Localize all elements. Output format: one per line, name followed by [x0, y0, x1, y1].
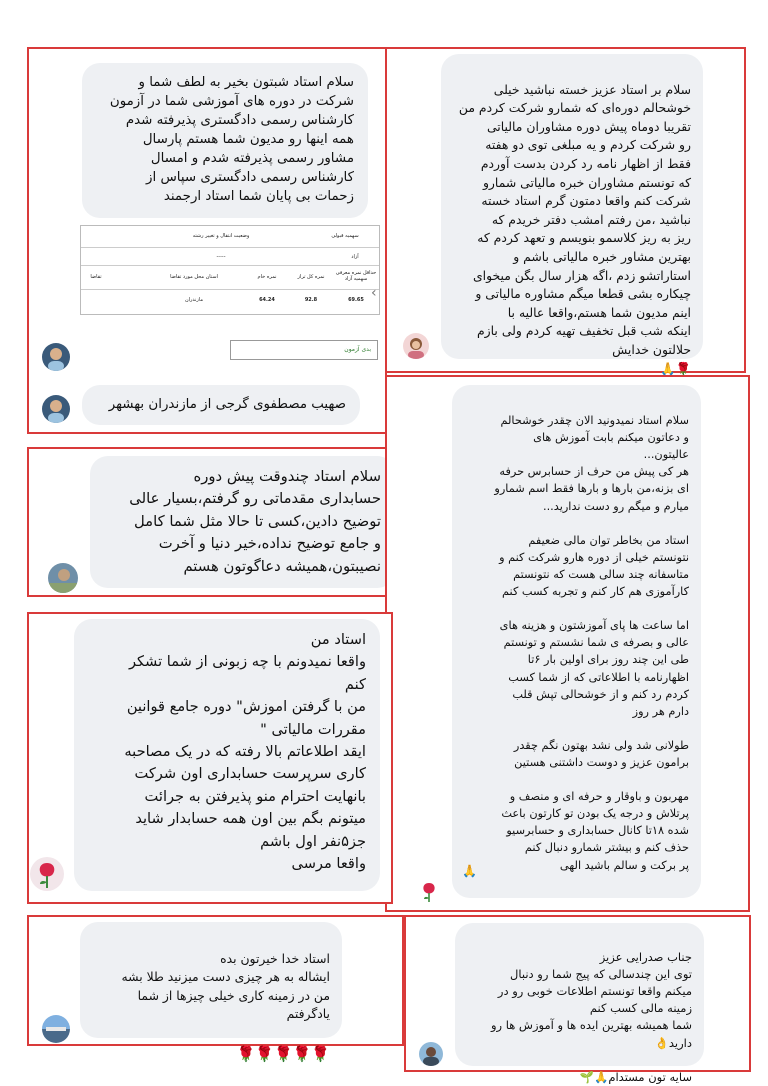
- avatar-5: [30, 857, 64, 891]
- table-value-free: آزاد: [351, 254, 359, 260]
- table-header-min: حداقل نمره معرفی سهمیه آزاد: [335, 270, 377, 282]
- message-bubble-4: [452, 385, 701, 898]
- rose-emoji-icon: 🌹: [255, 1044, 274, 1063]
- table-value-min: 69.65: [348, 297, 364, 303]
- table-value-raw: 64.24: [259, 297, 275, 303]
- chevron-left-icon[interactable]: ‹: [371, 285, 377, 301]
- closing-line: [467, 1052, 692, 1086]
- rose-emoji-icon: 🌹: [292, 1044, 312, 1063]
- table-header-total: نمره کل تراز: [297, 274, 325, 280]
- table-header-raw: نمره خام: [257, 274, 277, 280]
- table-value-province: مازندران: [184, 297, 204, 303]
- avatar-3: [48, 563, 78, 593]
- caption-bubble-1: صهیب مصطفوی گرجی از مازندران بهشهر: [82, 385, 360, 425]
- table-value-total: 92.8: [304, 297, 318, 303]
- message-bubble-6: [80, 922, 342, 1063]
- avatar-7: [419, 1042, 443, 1066]
- seedling-emoji-icon: 🌱: [579, 1069, 595, 1084]
- rose-emoji-icon: 🌹: [311, 1044, 330, 1063]
- table-value-dash: -----: [216, 254, 226, 260]
- table-header-quota: سهمیه قبولی: [331, 233, 359, 239]
- message-bubble-5: استاد من واقعا نمیدونم با چه زبونی از شما تشکر کنم من با گرفتن اموزش" دوره جامع قوانین مقررات مالیاتی " ایقد اطلاعاتم بالا رفته که در یک مصاحبه کاری سرپرست حسابداری اون شرکت بانهایت احترام منو پذیرفتن به جرائت میتونم بگم بین اون همه حسابدار شاید جز۵نفر اول باشم واقعا مرسی: [74, 619, 380, 891]
- rose-emoji-icon: 🌹: [675, 360, 691, 376]
- rose-emoji-icon: 🌹: [273, 1044, 293, 1063]
- message-text-2: سلام بر استاد عزیز خسته نباشید خیلی خوشحالم دوره‌ای که شمارو شرکت کردم من تقریبا دوماه پیش دوره مشاوران مالیاتی رو شرکت کردم و یه مبلغی توی دو هفته فقط از اظهار نامه رد کردن بدست آوردم که تونستم مشاوران خبره مالیاتی شمارو شرکت کنم واقعا دمتون گرم استاد خسته نباشید ،من رفتم امشب دفتر خریدم که ریز به ریز کلاسمو بنویسم و تعهد کردم که بهترین مشاور خبره مالیاتی باشم و استاراتشو زدم ،اگه هزار سال بگن میخوای چیکاره بشی قطعا میگم مشاوره مالیاتی و اینم مدیون شما هستم،واقعا عالیه با اینکه شب قبل تخفیف تهیه کردم ولی بازم حلالتون خدایش: [458, 81, 691, 357]
- roses-row: [92, 1026, 330, 1063]
- avatar-6: [42, 1015, 70, 1043]
- message-bubble-1: سلام استاد شبتون بخیر به لطف شما و شرکت در دوره های آموزشی شما در آزمون کارشناس رسمی دادگستری پذیرفته شدم همه اینها رو مدیون شما هستم پارسال مشاور رسمی پذیرفته شدم و امسال کارشناس رسمی دادگستری سپاس از زحمات بی پایان شما استاد ارجمند: [82, 63, 368, 218]
- avatar-1b: [42, 395, 70, 423]
- table-header-request: تقاضا: [90, 274, 102, 280]
- message-text-7: جناب صدرایی عزیز توی این چندسالی که پیج شما رو دنبال میکنم واقعا تونستم اطلاعات خوبی رو در زمینه مالی کسب کنم شما همیشه بهترین ایده ها و آموزش ها رو دارید: [490, 950, 692, 1050]
- exam-link: بدی آزمون: [230, 340, 378, 360]
- avatar-4: [416, 878, 442, 904]
- message-text-6: استاد خدا خیرتون بده ایشاله به هر چیزی دست میزنید طلا بشه من در زمینه کاری خیلی چیزها از شما یادگرفتم: [121, 950, 330, 1022]
- avatar-2: [403, 333, 429, 359]
- folded-hands-emoji-icon: 🙏: [660, 360, 676, 376]
- message-text-4: سلام استاد نمیدونید الان چقدر خوشحالم و دعاتون میکنم بابت آموزش های عالیتون... هر کی پیش من حرف از حسابرس حرفه ای بزنه،من بارها و بارها فقط اسم شمارو میارم و میگم رو دست ندارید... استاد من بخاطر توان مالی ضعیفم نتونستم خیلی از دوره هارو شرکت کنم و متاسفانه چند سالی هست که نتونستم کارآموزی هم کار کنم و تجربه کسب کنم اما ساعت ها پای آموزشتون و هزینه های عالی و بصرفه ی شما نشستم و تونستم طی این چند روز برای اولین بار ۶تا اظهارنامه با اطلاعاتی که از شما کسب کردم رد کنم و از خوشحالی تپش قلب دارم هر روز طولانی شد ولی نشد بهتون نگم چقدر برامون عزیز و دوست داشتنی هستین مهربون و باوقار و حرفه ای و منصف و پرتلاش و درجه یک بودن تو کارتون باعث شده ۱۸تا کانال حسابداری و حسابرسیو حذف کنم و بیشتر شمارو دنبال کنم پر برکت و سالم باشید الهی: [494, 414, 689, 872]
- folded-hands-emoji-icon: 🙏: [594, 1069, 609, 1084]
- ok-hand-emoji-icon: 👌: [654, 1035, 669, 1050]
- score-table-screenshot: [80, 225, 380, 315]
- closing-text: سایه تون مستدام: [608, 1069, 692, 1084]
- rose-emoji-icon: 🌹: [236, 1044, 256, 1063]
- table-header-status: وضعیت انتقال و تغییر رشته: [192, 233, 250, 239]
- avatar-1a: [42, 343, 70, 371]
- message-bubble-7: [455, 923, 704, 1084]
- message-bubble-2: [441, 54, 703, 376]
- table-header-province: استان محل مورد تقاضا: [170, 274, 218, 280]
- folded-hands-emoji-icon: 🙏: [462, 864, 477, 878]
- message-bubble-3: سلام استاد چندوقت پیش دوره حسابداری مقدماتی رو گرفتم،بسیار عالی توضیح دادین،کسی تا حالا مثل شما کامل و جامع توضیح نداده،خیر دنیا و آخرت نصیبتون،همیشه دعاگوتون هستم: [90, 456, 395, 588]
